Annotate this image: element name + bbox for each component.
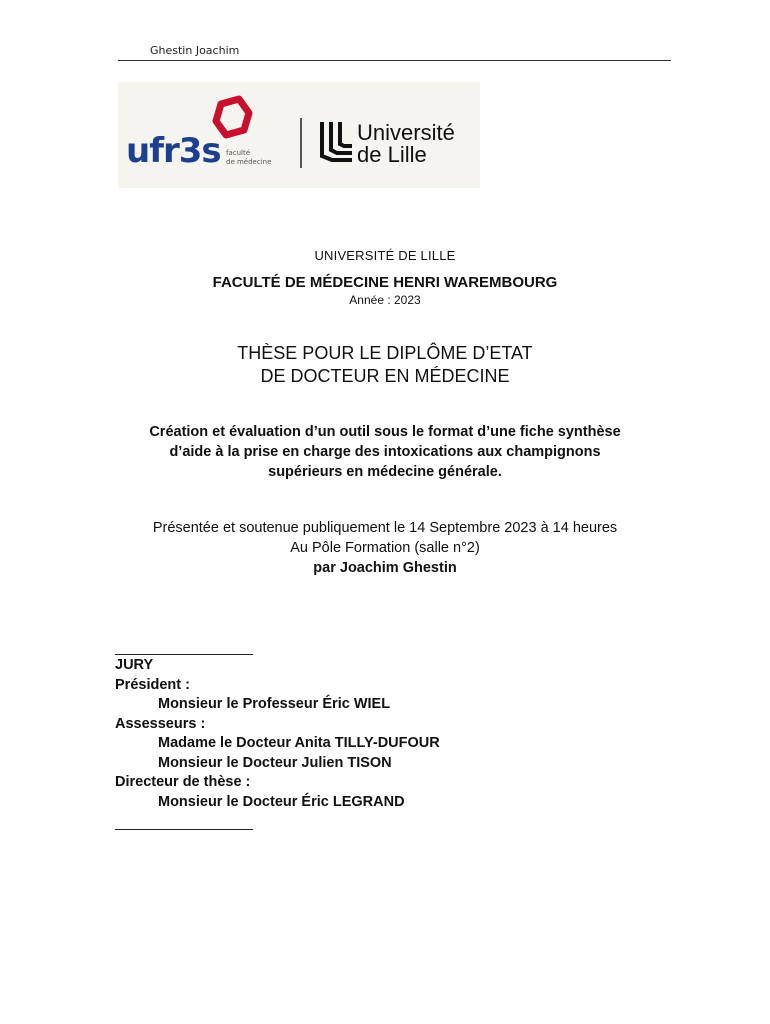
presentation-info — [0, 518, 770, 578]
thesis-subject-line2: d’aide à la prise en charge des intoxications aux champignons — [169, 444, 601, 460]
lille-wordmark-line1: Université — [357, 120, 455, 145]
president-name: Monsieur le Professeur Éric WIEL — [158, 696, 391, 712]
thesis-subject-line3: supérieurs en médecine générale. — [268, 464, 502, 480]
jury-block — [115, 656, 440, 812]
director-label: Directeur de thèse : — [115, 774, 251, 790]
lille-logo — [322, 120, 455, 167]
lille-wordmark-line2: de Lille — [357, 142, 427, 167]
ufr3s-sub-line1: faculté — [226, 149, 251, 157]
presented-by: par Joachim Ghestin — [313, 560, 457, 576]
president-label: Président : — [115, 676, 190, 693]
thesis-subject-line1: Création et évaluation d’un outil sous le format d’une fiche synthèse — [149, 424, 621, 440]
ufr3s-logo — [126, 99, 271, 171]
logo-banner — [118, 82, 480, 188]
jury-heading: JURY — [115, 657, 154, 673]
academic-year: Année : 2023 — [349, 293, 421, 307]
thesis-title — [0, 342, 770, 388]
thesis-title-line1: THÈSE POUR LE DIPLÔME D’ETAT — [237, 343, 533, 363]
header-rule — [118, 60, 671, 61]
assessor-name-1: Madame le Docteur Anita TILLY-DUFOUR — [158, 735, 440, 751]
jury-bottom-rule — [115, 829, 253, 830]
presentation-date: Présentée et soutenue publiquement le 14 Septembre 2023 à 14 heures — [152, 520, 618, 536]
faculty-name: FACULTÉ DE MÉDECINE HENRI WAREMBOURG — [212, 274, 558, 291]
assessors-label: Assesseurs : — [115, 715, 206, 732]
ufr3s-wordmark: ufr3s — [126, 131, 221, 171]
thesis-title-line2: DE DOCTEUR EN MÉDECINE — [260, 366, 510, 386]
assessor-name-2: Monsieur le Docteur Julien TISON — [158, 754, 392, 771]
thesis-subject — [0, 422, 770, 482]
running-header-author: Ghestin Joachim — [150, 44, 240, 57]
lille-ll-icon — [322, 124, 350, 160]
director-name: Monsieur le Docteur Éric LEGRAND — [158, 793, 405, 810]
logos-svg — [118, 82, 480, 188]
ufr3s-sub-line2: de médecine — [226, 158, 272, 166]
jury-top-rule — [115, 654, 253, 655]
university-name: UNIVERSITÉ DE LILLE — [314, 248, 456, 263]
ufr3s-hexagon-icon — [216, 99, 249, 135]
presentation-location: Au Pôle Formation (salle n°2) — [290, 540, 480, 556]
